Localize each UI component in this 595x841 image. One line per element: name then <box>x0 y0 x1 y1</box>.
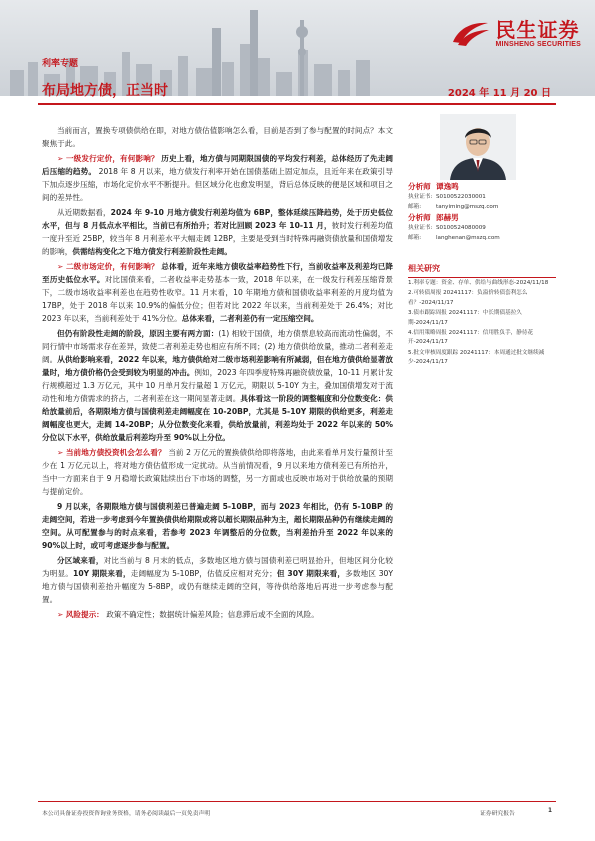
page-number: 1 <box>548 808 553 814</box>
report-date: 2024 年 11 月 20 日 <box>447 88 551 99</box>
analyst-name: 谭逸鸣 <box>436 182 459 191</box>
paragraph-recent-data: 从近期数据看，2024 年 9-10 月地方债发行利差均值为 6BP，整体延续压降趋势，处于历史低位水平，但与 8 月低点水平相比，当前已有所抬升；若对比回顾 2023 年 10-11 月，彼时发行利差均值一度升至近 25BP，较当年 8 月利差水平大幅走阔 12BP，主要是受到当时特殊再融资债放量和国债增发的影响，供需结构变化之下地方债发行利差阶段性走阔。 <box>42 208 393 256</box>
section-investment-opportunity: ➢ 当前地方债投资机会怎么看？ 当前 2 万亿元的置换债供给即将落地，由此来看单月发行量预计至少在 1 万亿元以上，将对地方债估值形成一定扰动。从当前情况看，9 月以来地方债利差已有所抬升，当中一方面来自于 9 月稳增长政策陆续出台下市场的调整，另一方面或也反映市场对于供给放量的预期与提前定价。 <box>42 448 393 496</box>
analyst-2: 分析师 郎赫男 <box>408 213 459 222</box>
related-research-item[interactable]: 1.利率专题：资金、存单、供给与曲线形态-2024/11/18 <box>408 280 549 286</box>
analyst-photo <box>440 114 516 180</box>
analyst-1: 分析师 谭逸鸣 <box>408 182 459 191</box>
related-research-item[interactable]: 5.批文审核周度跟踪 20241117：本周通过批文继续减少-2024/11/17 <box>408 349 545 366</box>
analyst-name: 郎赫男 <box>436 213 459 222</box>
section-primary-market: ➢ 一级发行定价，有何影响？ 历史上看，地方债与同期限国债的平均发行利差，总体经历了先走阔后压缩的趋势。 2018 年 8 月以来，地方债发行利率开始在国债基础上固定加点，且近年来在政策引导下加点逐步压缩，市场化定价水平不断提升。但区域分化也愈发明显，背后总体反映的便是区域和项目之间的差异性。 <box>42 154 394 202</box>
footer-report-type: 证券研究报告 <box>480 811 515 817</box>
section-heading: 一级发行定价，有何影响？ <box>65 154 159 163</box>
analyst-email-link[interactable]: tanyiming@mszq.com <box>436 204 499 210</box>
paragraph-regional: 分区域来看，对比当前与 8 月末的低点，多数地区地方债与国债利差已明显抬升，但地区间分化较为明显。10Y 期限来看，走阔幅度为 5-10BP，估值反应相对充分；但 30Y 期限来看，多数地区 30Y 地方债与国债利差抬升幅度为 5-8BP，或仍有继续走阔的空间，等待供给落地后再进一步考虑参与配置。 <box>42 556 394 604</box>
bullet-icon: ➢ <box>57 154 64 163</box>
related-research-item[interactable]: 3.债市跟踪周报 20241117：中长期债基拉久期-2024/11/17 <box>408 310 522 326</box>
bullet-icon: ➢ <box>57 448 64 457</box>
analyst-email-link[interactable]: langhenan@mszq.com <box>436 235 500 241</box>
related-research-heading: 相关研究 <box>408 263 556 278</box>
title-divider <box>38 103 556 105</box>
logo-text-en: MINSHENG SECURITIES <box>495 40 581 48</box>
main-body <box>42 124 393 623</box>
logo-text-cn: 民生证券 <box>495 17 580 42</box>
footer-divider <box>38 801 556 802</box>
paragraph-widening-reasons: 但仍有阶段性走阔的阶段，原因主要有两方面：(1) 相较于国债，地方债票息较高而流动性偏弱，不同行情中市场需求存在差异，致使二者利差走势也相应有所不同；(2) 地方债供给放量，推动二者利差走阔。从供给影响来看，2022 年以来，地方债供给对二级市场利差影响有所减弱，但在地方债供给显著放量时，地方债价格仍会受到较为明显的冲击。例如，2023 年四季度特殊再融资债放量，10-11 月累计发行规模超过 1.3 万亿元，其中 10 月单月发行量超 1 万亿元，期限以 5-10Y 为主，叠加国债增发对于流动性和地方债需求的挤占，二者利差在这一期间显著走阔。具体看这一阶段的调整幅度和分位数变化：供给放量前后，各期限地方债与国债利差走阔幅度在 10-20BP，尤其是 5-10Y 期限的供给更多，利差走阔幅度也更大，走阔 14-20BP；从分位数变化来看，供给放量前，利差均处于 2022 年以来的 50%分位以下水平，供给放量后利差均升至 90%以上分位。 <box>42 329 394 442</box>
section-secondary-market: ➢ 二级市场定价，有何影响？ 总体看，近年来地方债收益率趋势性下行，当前收益率及利差均已降至历史低位水平。对比国债来看，二者收益率走势基本一致，2018 年以来，在一级发行利差压缩背景下，二级市场收益率利差也在趋势性收窄。11 月末看，10 年期地方债和国债收益率利差的月度均值为 17BP，处于 2018 年以来 10.9%的偏低分位；但若对比 2022 年以来，当前利差处于 26.4%；对比 2023 年以来，当前利差处于 41%分位。总体来看，二者利差仍有一定压缩空间。 <box>42 262 394 323</box>
logo-mark-icon <box>450 18 492 48</box>
section-heading: 当前地方债投资机会怎么看？ <box>65 448 166 457</box>
paragraph-allocation-timing: 9 月以来，各期限地方债与国债利差已普遍走阔 5-10BP，而与 2023 年相比，仍有 5-10BP 的走阔空间，若进一步考虑到今年置换债供给期限或将以超长期限品种为主，超长期限品种仍有继续走阔的空间。从可配置参与的时点来看，若参考 2023 年调整后的分位数，当利差抬升至 2022 年以来的 90%以上时，或可考虑逐步参与配置。 <box>42 502 393 550</box>
report-title: 布局地方债，正当时 <box>42 83 168 99</box>
bullet-icon: ➢ <box>57 610 64 619</box>
analyst-cert: S0100522030001 <box>436 194 486 200</box>
related-research-item[interactable]: 4.信用策略周报 20241117：信用胜负手，静待花开-2024/11/17 <box>408 330 534 346</box>
bullet-icon: ➢ <box>57 262 64 271</box>
risk-warning: ➢ 风险提示： 政策不确定性；数据统计偏差风险；信息滞后或不全面的风险。 <box>57 610 319 619</box>
analyst-portrait-image <box>440 114 516 180</box>
company-logo <box>450 18 581 48</box>
related-research-item[interactable]: 2.可转债周报 20241117：负溢价转债套利怎么看？-2024/11/17 <box>408 290 528 306</box>
sidebar: 分析师 谭逸鸣 执业证书: S0100522030001 邮箱: tanyiming@mszq.com 分析师 郎赫男 执业证书: S0100524080009 邮箱: langhenan@mszq.com 相关研究 1.利率专题：资金、存单、供给与曲线形态-2024/11/18 2.可转债周报 20241117：负溢价转债套利怎么看？-2024/11/17 3.债市跟踪周报 20241117：中长期债基拉久期-2024/11/17 4.信用策略周报 20241117：信用胜负手，静待花开-2024/11/17 5.批文审核周度跟踪 20241117：本周通过批文继续减少-2024/11/17 <box>408 181 556 368</box>
analyst-cert: S0100524080009 <box>436 225 486 231</box>
footer-disclaimer: 本公司具备证券投资咨询业务资格，请务必阅读最后一页免责声明 <box>42 811 211 817</box>
risk-heading: 风险提示： <box>65 610 104 619</box>
report-category: 利率专题 <box>42 59 79 69</box>
intro-paragraph: 当前而言，置换专项债供给在即，对地方债估值影响怎么看，目前是否到了参与配置的时间点？本文聚焦于此。 <box>42 126 393 148</box>
section-heading: 二级市场定价，有何影响？ <box>65 262 159 271</box>
